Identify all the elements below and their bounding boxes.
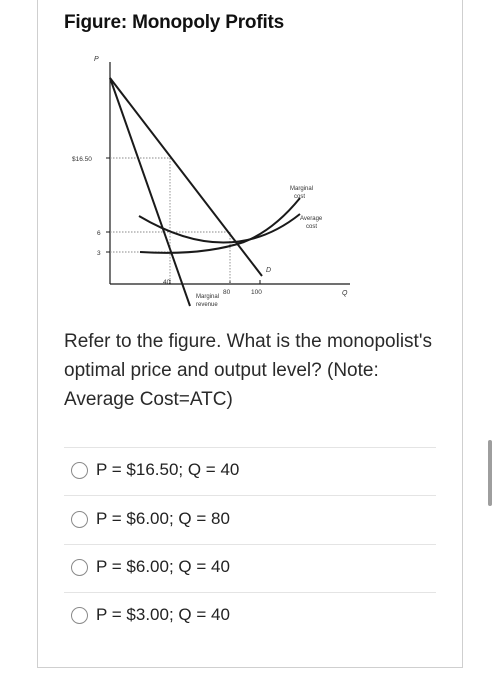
average-cost-label-2: cost xyxy=(306,224,318,230)
marginal-revenue-curve xyxy=(110,78,190,306)
x-tick-100: 100 xyxy=(251,289,262,296)
marginal-cost-curve xyxy=(140,198,300,253)
answer-option-4[interactable] xyxy=(64,591,436,639)
scrollbar-thumb[interactable] xyxy=(488,440,492,506)
x-axis-label: Q xyxy=(342,290,348,297)
answer-option-3[interactable] xyxy=(64,543,436,591)
demand-label: D xyxy=(266,267,272,274)
y-tick-16-50: $16.50 xyxy=(72,156,92,163)
y-axis-label: P xyxy=(94,56,99,63)
x-tick-80: 80 xyxy=(223,289,231,296)
question-text: Refer to the figure. What is the monopolist's optimal price and output level? (Note: Average Cost=ATC) xyxy=(64,331,432,410)
radio-button[interactable] xyxy=(71,462,88,479)
question-card xyxy=(37,0,463,668)
figure-title: Figure: Monopoly Profits xyxy=(64,12,285,33)
monopoly-profits-figure xyxy=(52,44,352,334)
marginal-cost-label-1: Marginal xyxy=(290,186,314,192)
option-label: P = $3.00; Q = 40 xyxy=(96,605,230,624)
demand-curve xyxy=(110,78,262,276)
answer-option-2[interactable] xyxy=(64,495,436,543)
y-tick-3: 3 xyxy=(97,250,101,257)
x-tick-40: 40 xyxy=(163,279,171,286)
radio-button[interactable] xyxy=(71,511,88,528)
option-label: P = $6.00; Q = 80 xyxy=(96,509,230,528)
average-cost-curve xyxy=(139,214,300,243)
answer-option-1[interactable] xyxy=(64,446,436,494)
radio-button[interactable] xyxy=(71,559,88,576)
marginal-cost-label-2: cost xyxy=(294,194,306,200)
option-label: P = $16.50; Q = 40 xyxy=(96,460,240,479)
option-label: P = $6.00; Q = 40 xyxy=(96,557,230,576)
radio-button[interactable] xyxy=(71,607,88,624)
average-cost-label-1: Average xyxy=(300,216,323,222)
marginal-revenue-label-1: Marginal xyxy=(196,294,220,300)
marginal-revenue-label-2: revenue xyxy=(196,302,218,308)
y-tick-6: 6 xyxy=(97,230,101,237)
